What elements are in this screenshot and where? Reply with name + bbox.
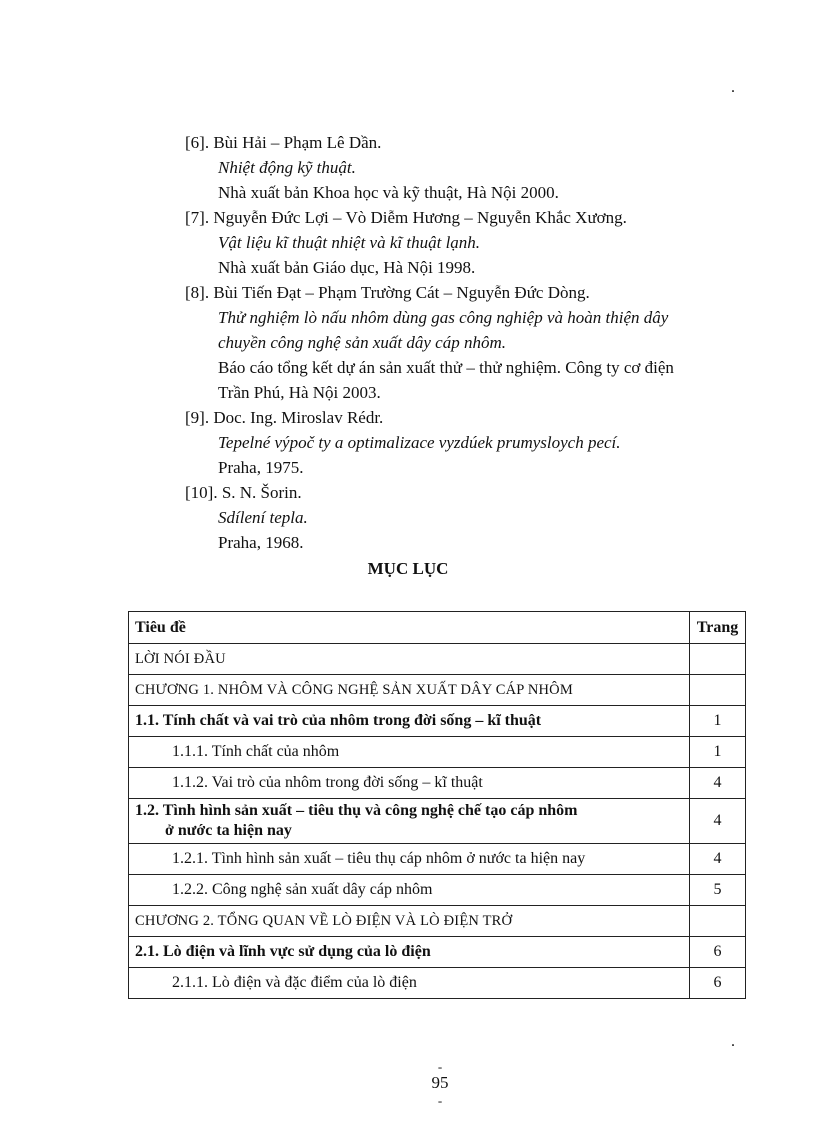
toc-entry-page: 4	[690, 844, 746, 875]
toc-row	[129, 799, 746, 844]
toc-entry-title: 2.1.1. Lò điện và đặc điểm của lò điện	[129, 968, 690, 999]
toc-table	[128, 611, 746, 999]
footer-dash-bottom: -	[437, 1093, 443, 1108]
toc-entry-page: 1	[690, 706, 746, 737]
reference-publisher: Trần Phú, Hà Nội 2003.	[218, 383, 381, 402]
toc-header-row	[129, 612, 746, 644]
toc-row	[129, 906, 746, 937]
reference-publisher: Praha, 1975.	[218, 458, 304, 477]
toc-row	[129, 844, 746, 875]
reference-list	[185, 130, 745, 555]
reference-entry	[185, 280, 745, 405]
toc-entry-title: 1.2.1. Tình hình sản xuất – tiêu thụ cáp nhôm ở nước ta hiện nay	[129, 844, 690, 875]
footer-dash-top: -	[437, 1059, 443, 1074]
toc-entry-title: 1.1.2. Vai trò của nhôm trong đời sống – kĩ thuật	[129, 768, 690, 799]
reference-title: Sdílení tepla.	[218, 508, 308, 527]
toc-entry-page	[690, 644, 746, 675]
toc-entry-title: 1.2.2. Công nghệ sản xuất dây cáp nhôm	[129, 875, 690, 906]
toc-row	[129, 768, 746, 799]
reference-publisher: Nhà xuất bản Khoa học và kỹ thuật, Hà Nội 2000.	[218, 183, 559, 202]
reference-entry	[185, 480, 745, 555]
toc-row	[129, 706, 746, 737]
toc-entry-title: CHƯƠNG 2. TỔNG QUAN VỀ LÒ ĐIỆN VÀ LÒ ĐIỆN TRỞ	[129, 906, 690, 937]
toc-row	[129, 737, 746, 768]
reference-entry	[185, 405, 745, 480]
reference-publisher: Báo cáo tổng kết dự án sản xuất thử – thử nghiệm. Công ty cơ điện	[218, 358, 674, 377]
toc-entry-title-line2: ở nước ta hiện nay	[165, 822, 292, 839]
toc-entry-title: 1.1.1. Tính chất của nhôm	[129, 737, 690, 768]
corner-mark-bottom: .	[731, 1033, 735, 1050]
toc-title: MỤC LỤC	[367, 559, 449, 578]
reference-entry	[185, 205, 745, 280]
reference-heading: [7]. Nguyễn Đức Lợi – Vò Diễm Hương – Nguyễn Khắc Xương.	[185, 208, 627, 227]
reference-publisher: Praha, 1968.	[218, 533, 304, 552]
toc-row	[129, 675, 746, 706]
toc-row	[129, 968, 746, 999]
reference-title: Tepelné výpoč ty a optimalizace vyzdúek prumysloych pecí.	[218, 433, 621, 452]
reference-heading: [8]. Bùi Tiến Đạt – Phạm Trường Cát – Nguyễn Đức Dòng.	[185, 283, 590, 302]
toc-entry-page: 6	[690, 937, 746, 968]
toc-entry-title: 1.1. Tính chất và vai trò của nhôm trong đời sống – kĩ thuật	[129, 706, 690, 737]
reference-title: Vật liệu kĩ thuật nhiệt và kĩ thuật lạnh.	[218, 233, 481, 252]
toc-entry-title: LỜI NÓI ĐẦU	[129, 644, 690, 675]
reference-publisher: Nhà xuất bản Giáo dục, Hà Nội 1998.	[218, 258, 476, 277]
toc-entry-page	[690, 675, 746, 706]
reference-entry	[185, 130, 745, 205]
reference-title: chuyền công nghệ sản xuất dây cáp nhôm.	[218, 333, 506, 352]
corner-mark-top: .	[731, 79, 735, 96]
toc-header-page: Trang	[690, 612, 746, 644]
toc-entry-page: 1	[690, 737, 746, 768]
toc-entry-page	[690, 906, 746, 937]
toc-header-title: Tiêu đề	[129, 612, 690, 644]
toc-entry-page: 5	[690, 875, 746, 906]
page-number: 95	[431, 1073, 449, 1092]
toc-row	[129, 644, 746, 675]
toc-entry-page: 4	[690, 799, 746, 844]
toc-entry-title: CHƯƠNG 1. NHÔM VÀ CÔNG NGHỆ SẢN XUẤT DÂY CÁP NHÔM	[129, 675, 690, 706]
reference-heading: [10]. S. N. Šorin.	[185, 483, 302, 502]
toc-entry-page: 6	[690, 968, 746, 999]
reference-heading: [9]. Doc. Ing. Miroslav Rédr.	[185, 408, 384, 427]
toc-entry-title-line1: 1.2. Tình hình sản xuất – tiêu thụ và công nghệ chế tạo cáp nhôm	[135, 802, 578, 819]
toc-entry-title: 2.1. Lò điện và lĩnh vực sử dụng của lò điện	[129, 937, 690, 968]
toc-entry-page: 4	[690, 768, 746, 799]
reference-title: Thử nghiệm lò nấu nhôm dùng gas công nghiệp và hoàn thiện dây	[218, 308, 669, 327]
toc-row	[129, 937, 746, 968]
toc-entry-title	[129, 799, 690, 844]
toc-row	[129, 875, 746, 906]
reference-heading: [6]. Bùi Hải – Phạm Lê Dần.	[185, 133, 382, 152]
reference-title: Nhiệt động kỹ thuật.	[218, 158, 356, 177]
